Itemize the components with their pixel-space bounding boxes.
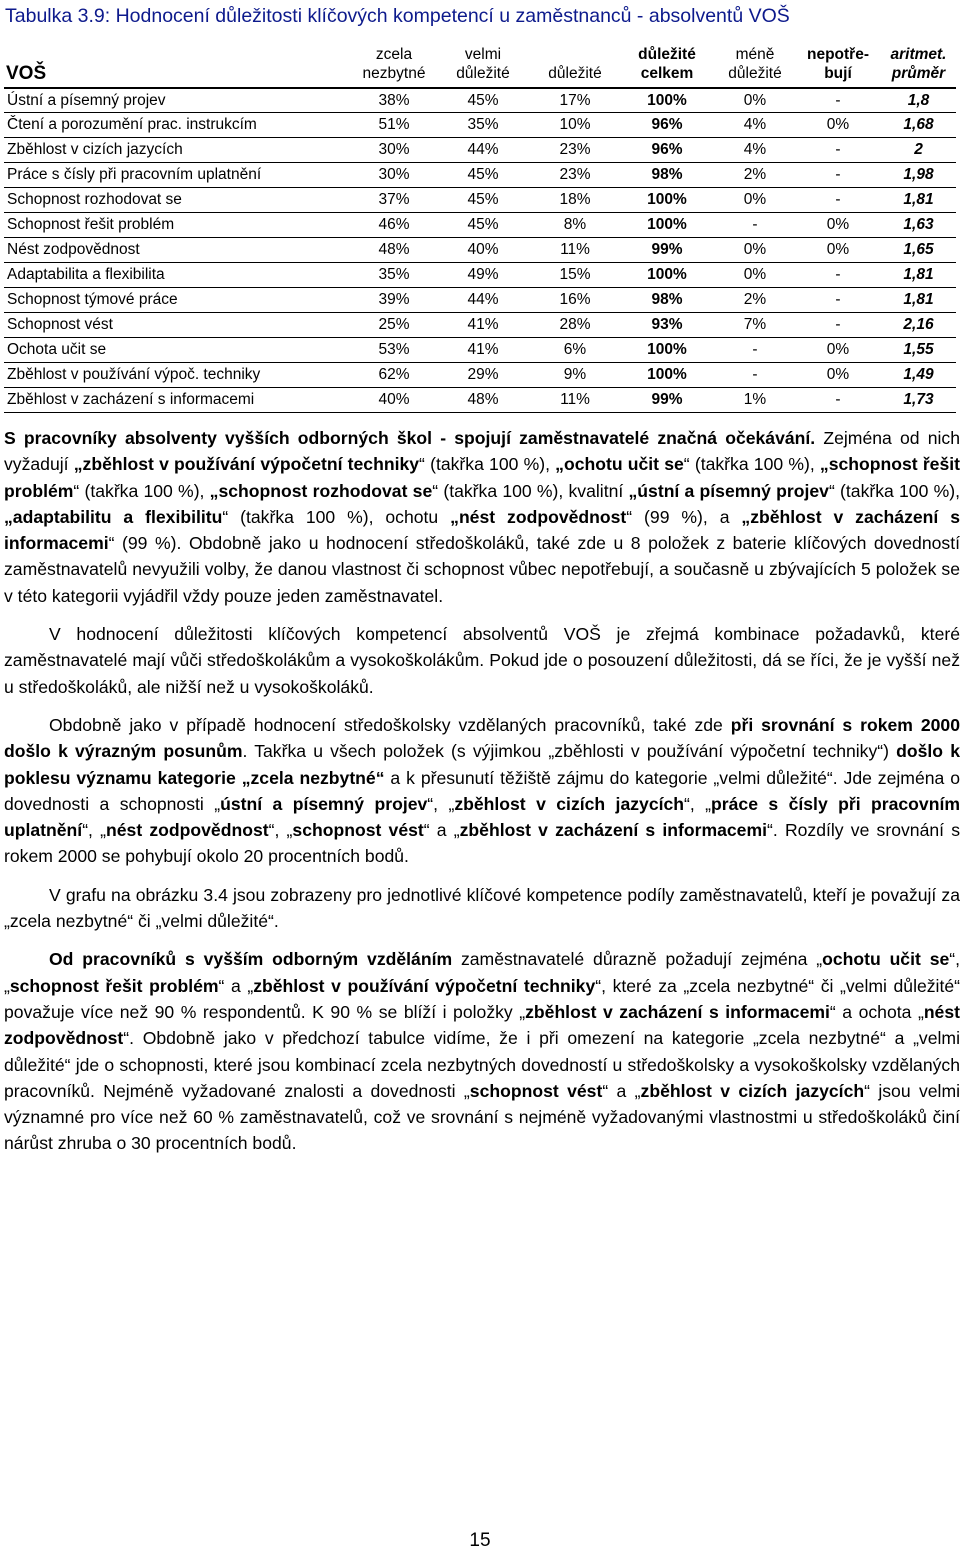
bold-text: při srovnání s rokem 2000 došlo k výrazným posunům bbox=[4, 714, 960, 762]
table-cell: - bbox=[835, 141, 841, 159]
table-cell: 37% bbox=[378, 191, 410, 209]
table-cell: 40% bbox=[467, 241, 499, 259]
table-row bbox=[4, 362, 956, 387]
text-run: “ (takřka 100 %), bbox=[419, 454, 556, 475]
bold-text: práce s čísly při pracovním uplatnění bbox=[4, 793, 960, 841]
table-cell: 10% bbox=[559, 116, 591, 134]
row-label: Zběhlost v cizích jazycích bbox=[7, 141, 183, 159]
table-cell: 45% bbox=[467, 91, 499, 109]
paragraph bbox=[4, 425, 960, 609]
row-label: Schopnost řešit problém bbox=[7, 216, 175, 234]
text-run: “ (takřka 100 %), ochotu bbox=[222, 506, 451, 527]
bold-text: „ústní a písemný projev bbox=[628, 480, 829, 501]
table-cell: 1,65 bbox=[903, 241, 934, 259]
table-cell: 0% bbox=[743, 191, 767, 209]
row-label: Práce s čísly při pracovním uplatnění bbox=[7, 166, 262, 184]
bold-text: zběhlost v zacházení s informacemi bbox=[459, 820, 768, 841]
row-label: Zběhlost v používání výpoč. techniky bbox=[7, 365, 261, 383]
row-label: Schopnost vést bbox=[7, 315, 113, 333]
table-cell: 2,16 bbox=[903, 315, 934, 333]
bold-text: „schopnost řešit problém bbox=[4, 454, 960, 501]
col-header-zcela-nezbytne: zcela nezbytné bbox=[362, 46, 426, 82]
table-row bbox=[4, 387, 956, 412]
table-cell: 11% bbox=[560, 241, 590, 259]
table-cell: 16% bbox=[559, 290, 591, 308]
paragraph bbox=[4, 946, 960, 1156]
table-cell: - bbox=[835, 166, 841, 184]
table-row bbox=[4, 263, 956, 288]
table-cell: 25% bbox=[378, 315, 410, 333]
table-cell: 41% bbox=[467, 315, 499, 333]
table-row bbox=[4, 238, 956, 263]
bold-text: schopnost vést bbox=[292, 820, 424, 841]
table-cell: 4% bbox=[743, 116, 767, 134]
text-run: “. Rozdíly ve srovnání s rokem 2000 se pohybují okolo 20 procentních bodů. bbox=[4, 820, 960, 867]
table-cell: 11% bbox=[560, 390, 590, 408]
text-run: “ (takřka 100 %), bbox=[683, 454, 820, 475]
table-cell: 4% bbox=[743, 141, 767, 159]
text-run: “ (99 %). Obdobně jako u hodnocení středoškoláků, také zde u 8 položek z baterie klíčových dovedností zaměstnavatelů nevyužili volby, že danou vlastnost či schopnost vůbec nepotřebují, a současně u zbývajících 5 položek se v této kategorii vyjádřil vždy pouze jeden zaměstnavatel. bbox=[4, 533, 960, 606]
table-cell: - bbox=[835, 91, 841, 109]
table-cell: 2% bbox=[743, 290, 767, 308]
table-cell: 30% bbox=[378, 141, 410, 159]
col-header-aritmet-prumer: aritmet. průměr bbox=[890, 46, 947, 82]
text-run: “ (takřka 100 %), kvalitní bbox=[432, 480, 629, 501]
table-cell: - bbox=[835, 290, 841, 308]
competence-table bbox=[4, 33, 956, 413]
text-run: Zejména od nich vyžadují bbox=[4, 428, 960, 475]
table-cell: 98% bbox=[651, 166, 683, 184]
text-run: a k přesunutí těžiště zájmu do kategorie „velmi důležité“. Jde zejména o dovednosti a schopnosti „ bbox=[4, 767, 960, 814]
table-row bbox=[4, 188, 956, 213]
table-cell: 62% bbox=[378, 365, 410, 383]
paragraph bbox=[4, 621, 960, 700]
table-cell: 46% bbox=[378, 216, 410, 234]
row-label: Nést zodpovědnost bbox=[7, 241, 140, 259]
table-cell: 17% bbox=[559, 91, 591, 109]
text-run: “, „ bbox=[684, 793, 712, 814]
table-cell: 9% bbox=[563, 365, 587, 383]
table-cell: 1,49 bbox=[903, 365, 934, 383]
paragraph bbox=[4, 882, 960, 935]
bold-text: ochotu učit se bbox=[822, 949, 950, 970]
page-number: 15 bbox=[469, 1530, 491, 1551]
table-cell: 35% bbox=[378, 266, 410, 284]
table-cell: 7% bbox=[743, 315, 767, 333]
table-cell: 1,55 bbox=[903, 340, 934, 358]
text-run: “ (takřka 100 %), bbox=[73, 480, 210, 501]
text-run: “, „ bbox=[4, 949, 960, 996]
table-cell: 0% bbox=[826, 340, 850, 358]
body-text bbox=[4, 425, 960, 1169]
table-cell: 23% bbox=[559, 166, 591, 184]
text-run: “, které za „zcela nezbytné“ či „velmi důležité“ považuje více než 90 % respondentů. K 90 % se blíží i položky „ bbox=[4, 975, 960, 1022]
table-cell: 35% bbox=[467, 116, 499, 134]
table-row bbox=[4, 337, 956, 362]
table-cell: 0% bbox=[826, 216, 850, 234]
table-cell: 45% bbox=[467, 166, 499, 184]
table-cell: 1,98 bbox=[903, 166, 934, 184]
table-cell: 38% bbox=[378, 91, 410, 109]
table-cell: 98% bbox=[651, 290, 683, 308]
bold-text: zběhlost v používání výpočetní techniky bbox=[253, 975, 596, 996]
text-run: “, „ bbox=[82, 820, 106, 841]
table-cell: 100% bbox=[647, 365, 687, 383]
table-cell: 15% bbox=[559, 266, 591, 284]
table-cell: 0% bbox=[826, 116, 850, 134]
text-run: “ a ochota „ bbox=[829, 1001, 924, 1022]
bold-text: Od pracovníků s vyšším odborným vzděláním bbox=[49, 949, 453, 970]
bold-text: ústní a písemný projev bbox=[220, 793, 428, 814]
bold-text: došlo k poklesu významu kategorie „zcela nezbytné“ bbox=[4, 741, 960, 788]
table-cell: 39% bbox=[378, 290, 410, 308]
table-cell: 1,73 bbox=[903, 390, 934, 408]
table-cell: 49% bbox=[467, 266, 499, 284]
text-run: “, „ bbox=[268, 820, 293, 841]
text-run: “ (99 %), a bbox=[626, 506, 742, 527]
table-cell: 0% bbox=[743, 241, 767, 259]
table-cell: 96% bbox=[651, 116, 683, 134]
table-cell: 40% bbox=[378, 390, 410, 408]
col-header-velmi-dulezite: velmi důležité bbox=[456, 46, 510, 82]
text-run: zaměstnavatelé důrazně požadují zejména „ bbox=[452, 949, 823, 970]
table-row bbox=[4, 138, 956, 163]
row-label: Schopnost týmové práce bbox=[7, 290, 178, 308]
text-run: Obdobně jako v případě hodnocení středoškolsky vzdělaných pracovníků, také zde bbox=[49, 714, 731, 735]
bold-text: schopnost řešit problém bbox=[9, 975, 219, 996]
bold-text: „zběhlost v používání výpočetní techniky bbox=[73, 454, 420, 475]
row-label: Čtení a porozumění prac. instrukcím bbox=[7, 116, 257, 134]
bold-text: nést zodpovědnost bbox=[4, 1001, 960, 1049]
text-run: V grafu na obrázku 3.4 jsou zobrazeny pro jednotlivé klíčové kompetence podíly zaměstnavatelů, kteří je považují za „zcela nezbytné“ či „velmi důležité“. bbox=[4, 884, 960, 932]
table-cell: 48% bbox=[467, 390, 499, 408]
text-run: “ a „ bbox=[602, 1080, 641, 1101]
bold-text: „ochotu učit se bbox=[555, 454, 684, 475]
table-cell: 0% bbox=[826, 241, 850, 259]
paragraph bbox=[4, 712, 960, 870]
bold-text: zběhlost v cizích jazycích bbox=[640, 1080, 865, 1101]
col-header-mene-dulezite: méně důležité bbox=[728, 46, 782, 82]
table-row bbox=[4, 163, 956, 188]
bold-text: „zběhlost v zacházení s informacemi bbox=[4, 506, 960, 554]
table-cell: 45% bbox=[467, 216, 499, 234]
table-cell: 1,68 bbox=[903, 116, 934, 134]
row-label: Zběhlost v zacházení s informacemi bbox=[7, 390, 255, 408]
table-cell: 45% bbox=[467, 191, 499, 209]
table-row bbox=[4, 88, 956, 113]
col-header-dulezite: důležité bbox=[548, 65, 602, 82]
table-cell: 100% bbox=[647, 91, 687, 109]
table-row bbox=[4, 113, 956, 138]
table-cell: - bbox=[835, 191, 841, 209]
table-cell: 23% bbox=[559, 141, 591, 159]
table-cell: 100% bbox=[647, 340, 687, 358]
table-row bbox=[4, 288, 956, 313]
row-label: Adaptabilita a flexibilita bbox=[7, 266, 165, 284]
table-cell: 6% bbox=[563, 340, 587, 358]
table-cell: 99% bbox=[651, 241, 683, 259]
table-cell: 2% bbox=[743, 166, 767, 184]
row-label: Ochota učit se bbox=[7, 340, 107, 358]
table-cell: 1% bbox=[743, 390, 767, 408]
table-row bbox=[4, 213, 956, 238]
table-cell: 41% bbox=[467, 340, 499, 358]
table-cell: 1,8 bbox=[907, 91, 930, 109]
table-cell: 28% bbox=[559, 315, 591, 333]
bold-text: „schopnost rozhodovat se bbox=[209, 480, 433, 501]
table-cell: 100% bbox=[647, 191, 687, 209]
table-cell: 1,81 bbox=[903, 290, 934, 308]
text-run: . Takřka u všech položek (s výjimkou „zběhlosti v používání výpočetní techniky“) bbox=[242, 741, 897, 762]
text-run: “ (takřka 100 %), bbox=[828, 480, 960, 501]
text-run: “ a „ bbox=[423, 820, 460, 841]
bold-text: „adaptabilitu a flexibilitu bbox=[4, 506, 223, 527]
table-cell: 1,63 bbox=[903, 216, 934, 234]
col-header-dulezite-celkem: důležité celkem bbox=[638, 46, 696, 82]
text-run: V hodnocení důležitosti klíčových kompetencí absolventů VOŠ je zřejmá kombinace požadavků, které zaměstnavatelé mají vůči středoškolákům a vysokoškolákům. Pokud jde o posouzení důležitosti, dá se říci, že je vyšší než u středoškoláků, ale nižší než u vysokoškoláků. bbox=[4, 624, 960, 697]
text-run: “, „ bbox=[427, 793, 455, 814]
table-cell: 1,81 bbox=[903, 191, 934, 209]
page-title: Tabulka 3.9: Hodnocení důležitosti klíčových kompetencí u zaměstnanců - absolventů VOŠ bbox=[5, 5, 790, 27]
table-cell: 2 bbox=[914, 141, 923, 159]
row-label: Ústní a písemný projev bbox=[7, 91, 166, 109]
table-cell: 100% bbox=[647, 266, 687, 284]
table-cell: 1,81 bbox=[903, 266, 934, 284]
table-cell: 51% bbox=[378, 116, 410, 134]
table-cell: 100% bbox=[647, 216, 687, 234]
table-corner-label: VOŠ bbox=[6, 63, 47, 84]
table-cell: - bbox=[752, 365, 758, 383]
table-cell: - bbox=[835, 315, 841, 333]
table-cell: 99% bbox=[651, 390, 683, 408]
table-header-row bbox=[4, 33, 956, 88]
bold-text: nést zodpovědnost bbox=[106, 820, 269, 841]
table-cell: 29% bbox=[467, 365, 499, 383]
table-cell: - bbox=[835, 266, 841, 284]
table-cell: 0% bbox=[743, 91, 767, 109]
table-cell: 48% bbox=[378, 241, 410, 259]
table-cell: 0% bbox=[743, 266, 767, 284]
text-run: “. Obdobně jako v předchozí tabulce vidíme, že i při omezení na kategorie „zcela nezbytné“ a „velmi důležité“ jde o schopnosti, které jsou kombinací zcela nezbytných dovedností u středoškolsky a vysokoškolsky vzdělaných pracovníků. Nejméně vyžadované znalosti a dovednosti „ bbox=[4, 1028, 960, 1101]
table-cell: - bbox=[752, 216, 758, 234]
table-cell: 53% bbox=[378, 340, 410, 358]
bold-text: S pracovníky absolventy vyšších odborných škol - spojují zaměstnavatelé značná očekávání. bbox=[4, 428, 816, 448]
table-cell: 96% bbox=[651, 141, 683, 159]
text-run: “ jsou velmi významné pro více než 60 % zaměstnavatelů, což ve srovnání s nejméně vyžadovanými vlastnostmi u středoškoláků činí nárůst zhruba o 30 procentních bodů. bbox=[4, 1080, 960, 1154]
table-row bbox=[4, 312, 956, 337]
row-label: Schopnost rozhodovat se bbox=[7, 191, 182, 209]
text-run: “ a „ bbox=[218, 975, 254, 996]
table-cell: 0% bbox=[826, 365, 850, 383]
table-cell: 93% bbox=[651, 315, 683, 333]
bold-text: schopnost vést bbox=[469, 1080, 603, 1101]
table-cell: - bbox=[835, 390, 841, 408]
table-cell: - bbox=[752, 340, 758, 358]
col-header-nepotrebuji: nepotře- bují bbox=[807, 46, 869, 82]
bold-text: zběhlost v cizích jazycích bbox=[454, 793, 685, 814]
table-cell: 18% bbox=[559, 191, 591, 209]
bold-text: zběhlost v zacházení s informacemi bbox=[525, 1001, 830, 1022]
bold-text: „nést zodpovědnost bbox=[450, 506, 627, 527]
table-cell: 44% bbox=[467, 141, 499, 159]
table-cell: 44% bbox=[467, 290, 499, 308]
table-cell: 8% bbox=[563, 216, 587, 234]
table-cell: 30% bbox=[378, 166, 410, 184]
